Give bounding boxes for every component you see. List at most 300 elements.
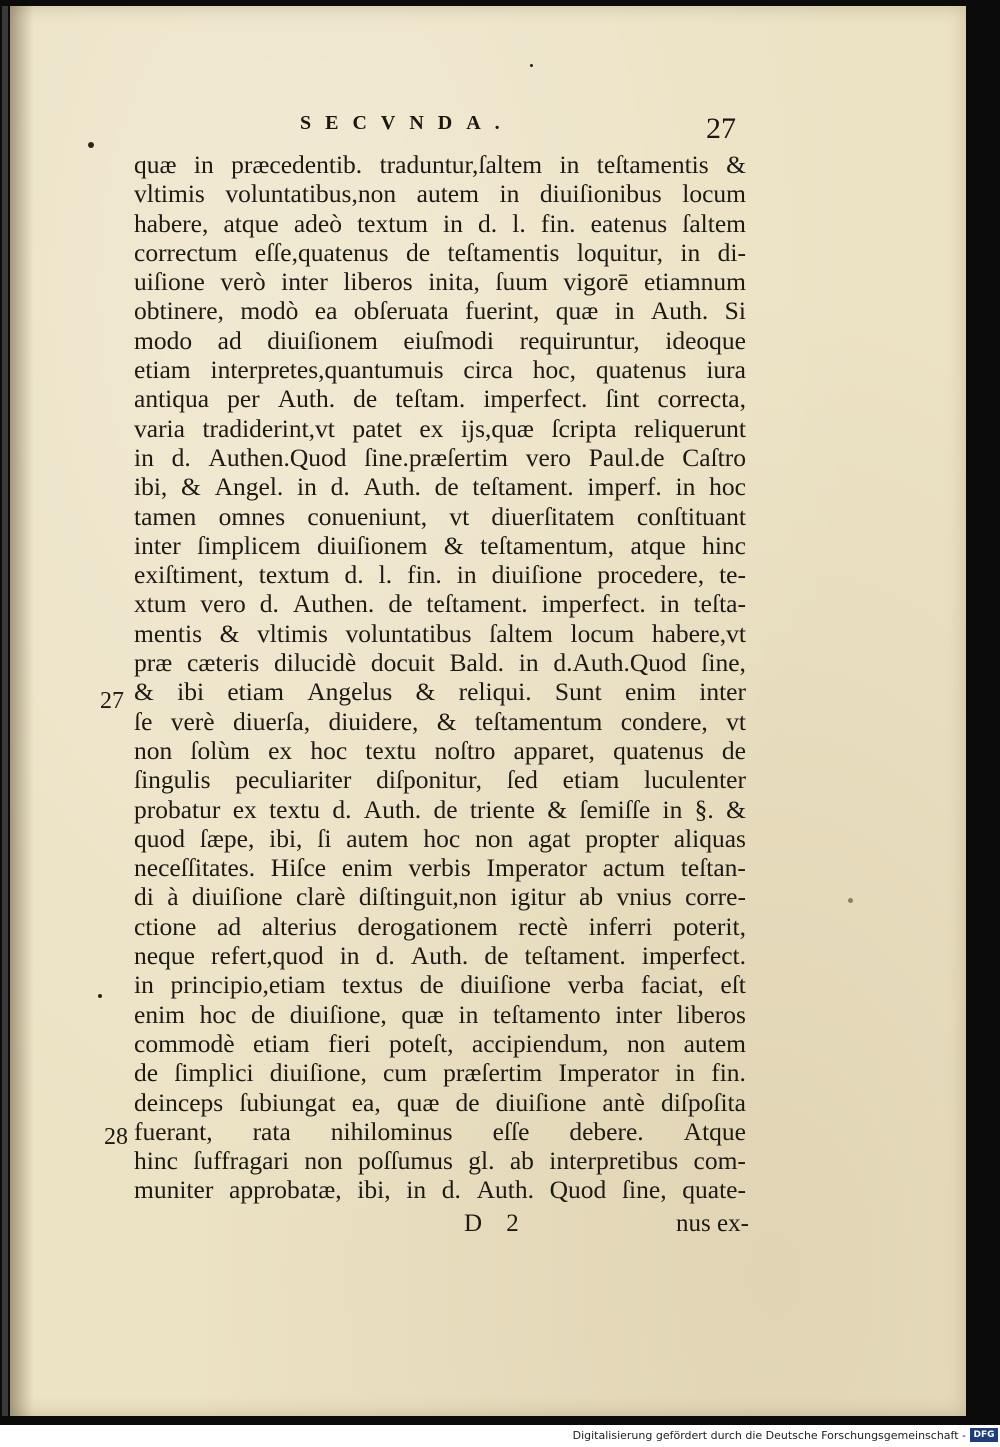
word: hoc xyxy=(709,472,746,502)
word: in xyxy=(659,589,680,619)
gutter-shadow xyxy=(10,6,34,1416)
word: ex xyxy=(268,735,293,765)
word: verò xyxy=(220,267,266,297)
word: quæ xyxy=(401,999,444,1029)
word: debere. xyxy=(569,1116,644,1146)
word: ſimplici xyxy=(174,1058,254,1088)
word: vigorē xyxy=(563,267,629,297)
word: autem xyxy=(416,179,479,209)
digitization-credit: Digitalisierung gefördert durch die Deutsche Forschungsgemeinschaft - xyxy=(572,1429,966,1442)
word: locum xyxy=(570,618,635,648)
word: l. xyxy=(512,208,526,238)
word: diuiſione, xyxy=(289,999,387,1029)
text-line xyxy=(134,560,746,589)
word: hoc xyxy=(310,735,348,765)
word: Atque xyxy=(683,1116,746,1146)
word: d. xyxy=(344,560,364,590)
word: rata xyxy=(252,1116,291,1146)
word: ibi, xyxy=(357,1175,391,1205)
word: diuerſitatem xyxy=(491,501,615,531)
word: in xyxy=(499,179,520,209)
word: diuidere, xyxy=(328,706,419,736)
body-text xyxy=(134,150,746,1205)
word: d. xyxy=(375,941,395,971)
word: vero xyxy=(200,589,246,619)
word: conueniunt, xyxy=(307,501,428,531)
word: quæ xyxy=(134,150,177,179)
word: de xyxy=(484,941,509,971)
word: commodè xyxy=(134,1028,235,1058)
word: in xyxy=(297,472,317,502)
word: obſeruata xyxy=(353,296,449,326)
word: quæ xyxy=(555,296,599,326)
word: interpretibus xyxy=(549,1146,679,1176)
word: diuiſionem xyxy=(267,325,378,355)
word: ea xyxy=(314,296,338,326)
text-line xyxy=(134,824,746,853)
word: etiam xyxy=(227,677,284,707)
footer-bar xyxy=(0,1425,1000,1447)
word: ibi xyxy=(177,677,205,707)
word: loquitur, xyxy=(576,237,663,267)
word: iura xyxy=(706,355,746,385)
text-line xyxy=(134,853,746,882)
word: §. xyxy=(694,794,714,824)
text-line xyxy=(134,414,746,443)
word: Angel. xyxy=(214,472,284,502)
word: teſtamentis xyxy=(596,150,709,179)
word: diuiſione xyxy=(495,1087,587,1117)
word: faciat, xyxy=(640,970,704,1000)
word: correctum xyxy=(134,237,238,267)
text-line xyxy=(134,765,746,794)
word: tamen xyxy=(134,501,197,531)
word: obtinere, xyxy=(134,296,224,326)
word: patet xyxy=(352,413,402,443)
word: clarè xyxy=(295,882,346,912)
word: textu xyxy=(365,735,417,765)
word: Imperator xyxy=(486,853,588,883)
word: ſæpe, xyxy=(199,823,255,853)
word: ad xyxy=(217,911,242,941)
word: Auth. xyxy=(363,472,421,502)
word: ad xyxy=(217,325,242,355)
word: in xyxy=(662,794,683,824)
word: Authen.Quod xyxy=(208,442,347,472)
word: com- xyxy=(693,1146,746,1176)
word: in xyxy=(518,648,539,678)
word: quæ xyxy=(396,1087,440,1117)
word: ibi, xyxy=(134,472,168,502)
word: eiuſmodi xyxy=(403,325,495,355)
word: verba xyxy=(567,970,625,1000)
word: eatenus xyxy=(590,208,668,238)
word: vt xyxy=(726,706,746,736)
word: vt xyxy=(449,501,470,531)
word: d. xyxy=(171,442,191,472)
word: in xyxy=(456,560,477,590)
word: ſemiſſe xyxy=(579,794,651,824)
word: teſtamento xyxy=(492,999,601,1029)
word: poteſt, xyxy=(389,1028,454,1058)
word: cæteris xyxy=(187,648,260,678)
word: teſtan- xyxy=(680,853,746,883)
word: teſtamentum, xyxy=(480,530,615,560)
word: ex xyxy=(419,413,444,443)
word: etiam xyxy=(253,1028,310,1058)
word: quatenus xyxy=(595,355,687,385)
word: di xyxy=(134,882,154,912)
word: ſcripta xyxy=(551,413,617,443)
word: textum xyxy=(357,208,428,238)
word: hinc xyxy=(134,1146,178,1176)
word: luculenter xyxy=(644,765,746,795)
word: ſimplicem xyxy=(197,530,301,560)
word: de xyxy=(721,735,746,765)
word: fin. xyxy=(540,208,576,238)
word: in xyxy=(680,237,701,267)
word: fuerant, xyxy=(134,1116,213,1146)
word: diuiſione, xyxy=(269,1058,367,1088)
word: ea, xyxy=(351,1087,381,1117)
word: hinc xyxy=(702,530,746,560)
word: gl. xyxy=(468,1146,495,1176)
word: in xyxy=(339,941,360,971)
word: antiqua xyxy=(134,384,210,414)
word: accipiendum, xyxy=(471,1028,609,1058)
word: varia xyxy=(134,413,185,443)
word: in xyxy=(134,442,154,472)
word: ſine, xyxy=(621,1175,667,1205)
word: & xyxy=(547,794,568,824)
word: ab xyxy=(579,882,604,912)
word: ideoque xyxy=(665,325,746,355)
word: xtum xyxy=(134,589,187,619)
word: de xyxy=(388,589,413,619)
word: probatur xyxy=(134,794,221,824)
word: teſtamentis xyxy=(447,237,560,267)
word: derogationem xyxy=(357,911,498,941)
word: quatenus xyxy=(613,735,704,765)
page-number: 27 xyxy=(706,112,736,145)
word: traduntur,ſaltem xyxy=(379,150,543,179)
word: ſine, xyxy=(701,648,746,678)
text-line xyxy=(134,677,746,706)
word: Authen. xyxy=(292,589,375,619)
word: vero xyxy=(525,442,572,472)
word: fin. xyxy=(407,560,442,590)
word: liberos xyxy=(343,267,413,297)
word: diuiſionibus xyxy=(539,179,662,209)
margin-note-28: 28 xyxy=(104,1124,128,1150)
text-line xyxy=(134,150,746,179)
word: enim xyxy=(134,999,185,1029)
word: & xyxy=(443,530,464,560)
word: atque xyxy=(223,208,279,238)
word: d. xyxy=(330,472,350,502)
word: reliquerunt xyxy=(634,413,746,443)
word: ctione xyxy=(134,911,197,941)
word: & xyxy=(436,706,457,736)
text-line xyxy=(134,384,746,413)
word: de xyxy=(419,970,444,1000)
word: d. xyxy=(478,208,498,238)
word: in xyxy=(406,1175,427,1205)
word: hoc xyxy=(423,823,461,853)
word: teſtamentum xyxy=(474,706,603,736)
signature-mark: D 2 xyxy=(464,1210,519,1237)
word: atque xyxy=(630,530,686,560)
word: poſſumus xyxy=(358,1146,453,1176)
word: procedere, xyxy=(597,560,705,590)
word: per xyxy=(227,384,260,414)
margin-note-27: 27 xyxy=(100,688,124,714)
word: peculiariter xyxy=(235,765,352,795)
word: habere,vt xyxy=(651,618,746,648)
word: Hiſce xyxy=(270,853,327,883)
word: Bald. xyxy=(449,648,504,678)
word: inter xyxy=(699,677,746,707)
word: poterit, xyxy=(673,911,746,941)
word: inter xyxy=(281,267,328,297)
word: cum xyxy=(383,1058,427,1088)
word: & xyxy=(134,677,154,707)
word: ſolùm xyxy=(190,735,250,765)
word: imperfect. xyxy=(483,384,588,414)
word: voluntatibus xyxy=(345,618,472,648)
word: ſaltem xyxy=(682,208,746,238)
word: præcedentib. xyxy=(231,150,363,179)
word: in xyxy=(675,472,696,502)
word: circa xyxy=(463,355,513,385)
ink-speck xyxy=(848,898,853,903)
text-line xyxy=(134,296,746,325)
text-line xyxy=(134,179,746,208)
word: l. xyxy=(378,560,393,590)
word: ſi xyxy=(317,823,332,853)
word: inferri xyxy=(588,911,653,941)
word: & xyxy=(726,150,746,179)
word: voluntatibus,non xyxy=(225,179,397,209)
word: de xyxy=(455,1087,480,1117)
text-line xyxy=(134,1000,746,1029)
word: textu xyxy=(269,794,321,824)
word: conſtituant xyxy=(636,501,746,531)
word: ſe xyxy=(134,706,153,736)
word: dilucidè xyxy=(274,648,357,678)
word: etiam xyxy=(562,765,620,795)
text-line xyxy=(134,912,746,941)
word: Angelus xyxy=(307,677,393,707)
word: ſint xyxy=(605,384,640,414)
word: diuiſione xyxy=(491,560,583,590)
word: Auth. xyxy=(363,794,422,824)
word: ſuffragari xyxy=(193,1146,290,1176)
word: & xyxy=(415,677,436,707)
word: eſſe xyxy=(492,1116,530,1146)
word: exiſtiment, xyxy=(134,560,244,590)
word: d. xyxy=(332,794,352,824)
word: diuiſionem xyxy=(316,530,428,560)
word: eſſe,quatenus xyxy=(254,237,389,267)
text-line xyxy=(134,531,746,560)
word: inita, xyxy=(428,267,480,297)
word: autem xyxy=(683,1028,746,1058)
word: te- xyxy=(719,560,746,590)
word: in xyxy=(193,150,214,179)
word: ſed xyxy=(506,765,538,795)
word: antè xyxy=(602,1087,645,1117)
word: diſponitur, xyxy=(376,765,483,795)
word: neceſſitates. xyxy=(134,853,256,883)
word: correcta, xyxy=(657,384,746,414)
word: docuit xyxy=(370,648,435,678)
word: fieri xyxy=(328,1028,371,1058)
text-line xyxy=(134,795,746,824)
ink-speck xyxy=(530,64,533,67)
word: etiamnum xyxy=(643,267,746,297)
text-line xyxy=(134,1146,746,1175)
word: non xyxy=(626,1028,666,1058)
text-line xyxy=(134,1058,746,1087)
word: vnius xyxy=(616,882,672,912)
text-line xyxy=(134,238,746,267)
word: Auth. xyxy=(476,1175,534,1205)
text-line xyxy=(134,443,746,472)
word: refert,quod xyxy=(211,941,324,971)
text-line xyxy=(134,209,746,238)
word: de xyxy=(134,1058,159,1088)
word: principio,etiam xyxy=(170,970,326,1000)
word: approbatæ, xyxy=(229,1175,342,1205)
word: muniter xyxy=(134,1175,214,1205)
text-line xyxy=(134,648,746,677)
ink-speck xyxy=(98,994,102,998)
word: de xyxy=(406,237,431,267)
word: neque xyxy=(134,941,195,971)
text-line xyxy=(134,941,746,970)
word: quate- xyxy=(682,1175,746,1205)
text-line xyxy=(134,502,746,531)
text-line xyxy=(134,882,746,911)
word: alterius xyxy=(261,911,337,941)
word: diuerſa, xyxy=(232,706,311,736)
word: non xyxy=(304,1146,343,1176)
text-line xyxy=(134,970,746,999)
word: rectè xyxy=(518,911,568,941)
word: non xyxy=(474,823,514,853)
word: omnes xyxy=(218,501,286,531)
word: habere, xyxy=(134,208,209,238)
word: modo xyxy=(134,325,193,355)
word: teſta- xyxy=(693,589,746,619)
word: vltimis xyxy=(257,618,328,648)
word: præ xyxy=(134,648,173,678)
word: Auth. xyxy=(277,384,336,414)
word: ibi, xyxy=(269,823,303,853)
word: imperfect. xyxy=(541,589,646,619)
word: mentis xyxy=(134,618,202,648)
word: adeò xyxy=(293,208,342,238)
word: textum xyxy=(258,560,330,590)
word: fuerint, xyxy=(465,296,540,326)
word: d. xyxy=(441,1175,461,1205)
word: enim xyxy=(341,853,393,883)
word: in xyxy=(559,150,580,179)
word: apparet, xyxy=(513,735,595,765)
text-line xyxy=(134,1088,746,1117)
word: vltimis xyxy=(134,179,205,209)
word: ab xyxy=(509,1146,534,1176)
word: verè xyxy=(170,706,215,736)
word: reliqui. xyxy=(458,677,532,707)
word: hoc xyxy=(199,999,237,1029)
catchword: nus ex- xyxy=(676,1210,749,1237)
word: diſtinguit,non xyxy=(358,882,498,912)
word: liberos xyxy=(676,999,746,1029)
word: inter xyxy=(615,999,662,1029)
word: actum xyxy=(602,853,666,883)
word: etiam xyxy=(134,355,191,385)
word: eſt xyxy=(720,970,746,1000)
word: diuiſione xyxy=(460,970,551,1000)
word: teſtament. xyxy=(524,941,626,971)
word: Paul.de xyxy=(588,442,665,472)
word: Si xyxy=(724,296,746,326)
word: nihilominus xyxy=(330,1116,453,1146)
word: de xyxy=(353,384,378,414)
word: imperfect. xyxy=(641,941,746,971)
word: in xyxy=(134,970,154,1000)
word: igitur xyxy=(510,882,566,912)
text-line xyxy=(134,736,746,765)
word: teſtam. xyxy=(395,384,466,414)
word: diuiſione xyxy=(191,882,283,912)
word: & xyxy=(181,472,201,502)
word: d. xyxy=(259,589,279,619)
word: ſingulis xyxy=(134,765,211,795)
ink-speck xyxy=(88,142,94,148)
word: in xyxy=(675,1058,696,1088)
word: Imperator xyxy=(558,1058,659,1088)
word: præſertim xyxy=(443,1058,543,1088)
word: Quod xyxy=(549,1175,607,1205)
word: Auth. xyxy=(410,941,469,971)
word: de xyxy=(251,999,276,1029)
word: propter xyxy=(585,823,659,853)
word: ſaltem xyxy=(489,618,553,648)
word: diſpoſita xyxy=(660,1087,746,1117)
word: ſine.præſertim xyxy=(364,442,508,472)
word: teſtament. xyxy=(472,472,574,502)
word: teſtament. xyxy=(426,589,528,619)
word: deinceps xyxy=(134,1087,224,1117)
word: in xyxy=(614,296,635,326)
word: condere, xyxy=(620,706,708,736)
book-edge xyxy=(2,6,8,1416)
word: in xyxy=(443,208,463,238)
word: fin. xyxy=(711,1058,746,1088)
word: Auth. xyxy=(650,296,709,326)
word: di- xyxy=(717,237,746,267)
dfg-logo: DFG xyxy=(970,1428,998,1442)
word: de xyxy=(433,794,458,824)
word: agat xyxy=(527,823,571,853)
word: uiſione xyxy=(134,267,205,297)
word: modò xyxy=(240,296,299,326)
word: triente xyxy=(469,794,535,824)
word: locum xyxy=(682,179,746,209)
